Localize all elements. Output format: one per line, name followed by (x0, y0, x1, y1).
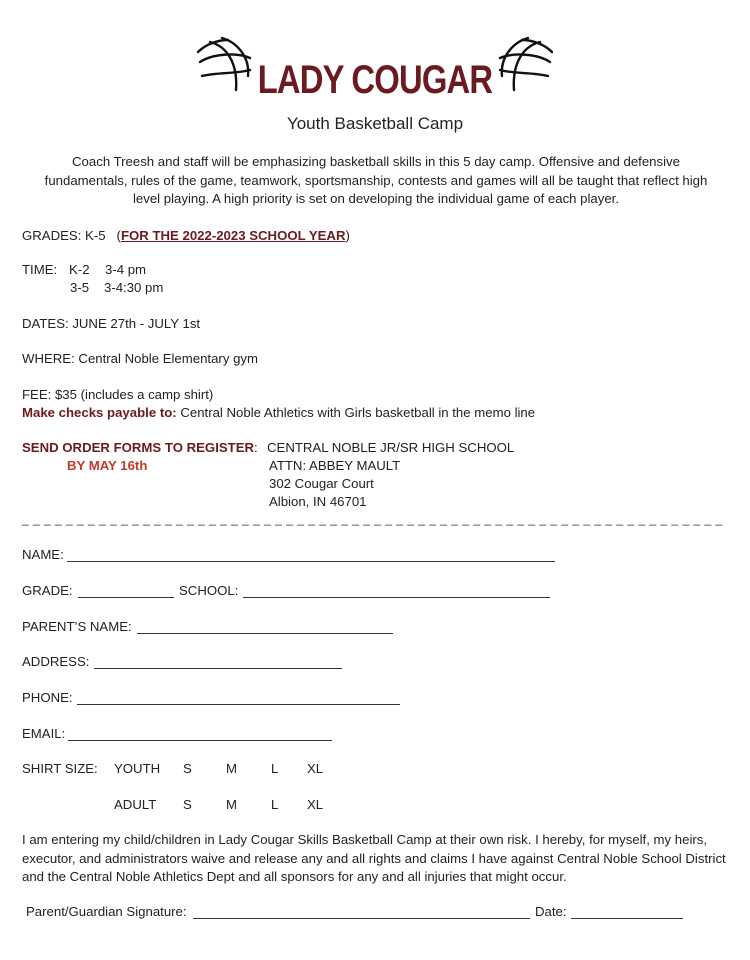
time-label: TIME: (22, 262, 58, 277)
email-field[interactable] (68, 740, 332, 741)
shirt-size-label: SHIRT SIZE: (22, 761, 98, 776)
deadline-text: BY MAY 16th (67, 458, 148, 473)
date-field[interactable] (571, 918, 683, 919)
grades-open-paren: ( (116, 228, 121, 243)
cut-divider: _ _ _ _ _ _ _ _ _ _ _ _ _ _ _ _ _ _ _ _ _ _ _ _ _ _ _ _ _ _ _ _ _ _ _ _ _ _ _ _ _ _ _ _ _ _ _ _ _ _ _ _ _ _ _ _ _ _ _ _ _ _ _ _ (22, 512, 723, 526)
youth-label: YOUTH (114, 761, 161, 776)
school-year-highlight: FOR THE 2022-2023 SCHOOL YEAR (120, 228, 346, 243)
address-line-1: CENTRAL NOBLE JR/SR HIGH SCHOOL (267, 440, 515, 455)
address-label: ADDRESS: (22, 654, 90, 669)
school-label: SCHOOL: (179, 583, 239, 598)
time-row2-grade: 3-5 (70, 280, 90, 295)
youth-size-m[interactable]: M (226, 761, 237, 776)
adult-size-s[interactable]: S (183, 797, 192, 812)
fee-line: FEE: $35 (includes a camp shirt) (22, 387, 214, 402)
address-field[interactable] (94, 668, 342, 669)
grades-line (22, 228, 350, 243)
waiver-paragraph: I am entering my child/children in Lady Cougar Skills Basketball Camp at their own risk. I hereby, for myself, my heirs, executor, and administrators waive and release any and all rights and claims I have against Central Noble School District and the Central Noble Athletics Dept and all sponsors for any and all injuries that might occur. (22, 832, 726, 884)
adult-size-l[interactable]: L (271, 797, 279, 812)
date-label: Date: (535, 904, 567, 919)
address-line-3: 302 Cougar Court (269, 476, 374, 491)
where-line: WHERE: Central Noble Elementary gym (22, 351, 258, 366)
signature-label: Parent/Guardian Signature: (26, 904, 187, 919)
address-line-2: ATTN: ABBEY MAULT (269, 458, 401, 473)
dates-line: DATES: JUNE 27th - JULY 1st (22, 316, 201, 331)
address-line-4: Albion, IN 46701 (269, 494, 367, 509)
time-row2-time: 3-4:30 pm (104, 280, 164, 295)
signature-field[interactable] (193, 918, 530, 919)
adult-size-m[interactable]: M (226, 797, 237, 812)
parent-name-field[interactable] (137, 633, 393, 634)
youth-size-xl[interactable]: XL (307, 761, 324, 776)
checks-text: Central Noble Athletics with Girls basketball in the memo line (180, 405, 536, 420)
page-subtitle: Youth Basketball Camp (286, 114, 464, 133)
grade-field[interactable] (78, 597, 174, 598)
grade-label: GRADE: (22, 583, 73, 598)
send-label: SEND ORDER FORMS TO REGISTER (22, 440, 255, 455)
grades-close-paren: ) (345, 228, 350, 243)
send-colon: : (254, 440, 258, 455)
email-label: EMAIL: (22, 726, 66, 741)
youth-size-s[interactable]: S (183, 761, 192, 776)
time-row1-grade: K-2 (69, 262, 90, 277)
phone-label: PHONE: (22, 690, 73, 705)
send-line (22, 440, 258, 455)
adult-label: ADULT (114, 797, 157, 812)
parent-name-label: PARENT’S NAME: (22, 619, 132, 634)
intro-paragraph: Coach Treesh and staff will be emphasizing basketball skills in this 5 day camp. Offensive and defensive fundamentals, rules of the game, teamwork, sportsmanship, contests and games will all be taught that reflect high level playing. A high priority is set on developing the individual game of each player. (44, 154, 708, 206)
youth-size-l[interactable]: L (271, 761, 279, 776)
name-label: NAME: (22, 547, 64, 562)
adult-size-xl[interactable]: XL (307, 797, 324, 812)
phone-field[interactable] (77, 704, 400, 705)
time-row1-time: 3-4 pm (105, 262, 147, 277)
checks-label: Make checks payable to: (22, 405, 177, 420)
school-field[interactable] (243, 597, 550, 598)
name-field[interactable] (67, 561, 555, 562)
grades-label: GRADES: K-5 (22, 228, 106, 243)
page-title: LADY COUGAR (257, 58, 493, 102)
checks-line (22, 405, 535, 420)
